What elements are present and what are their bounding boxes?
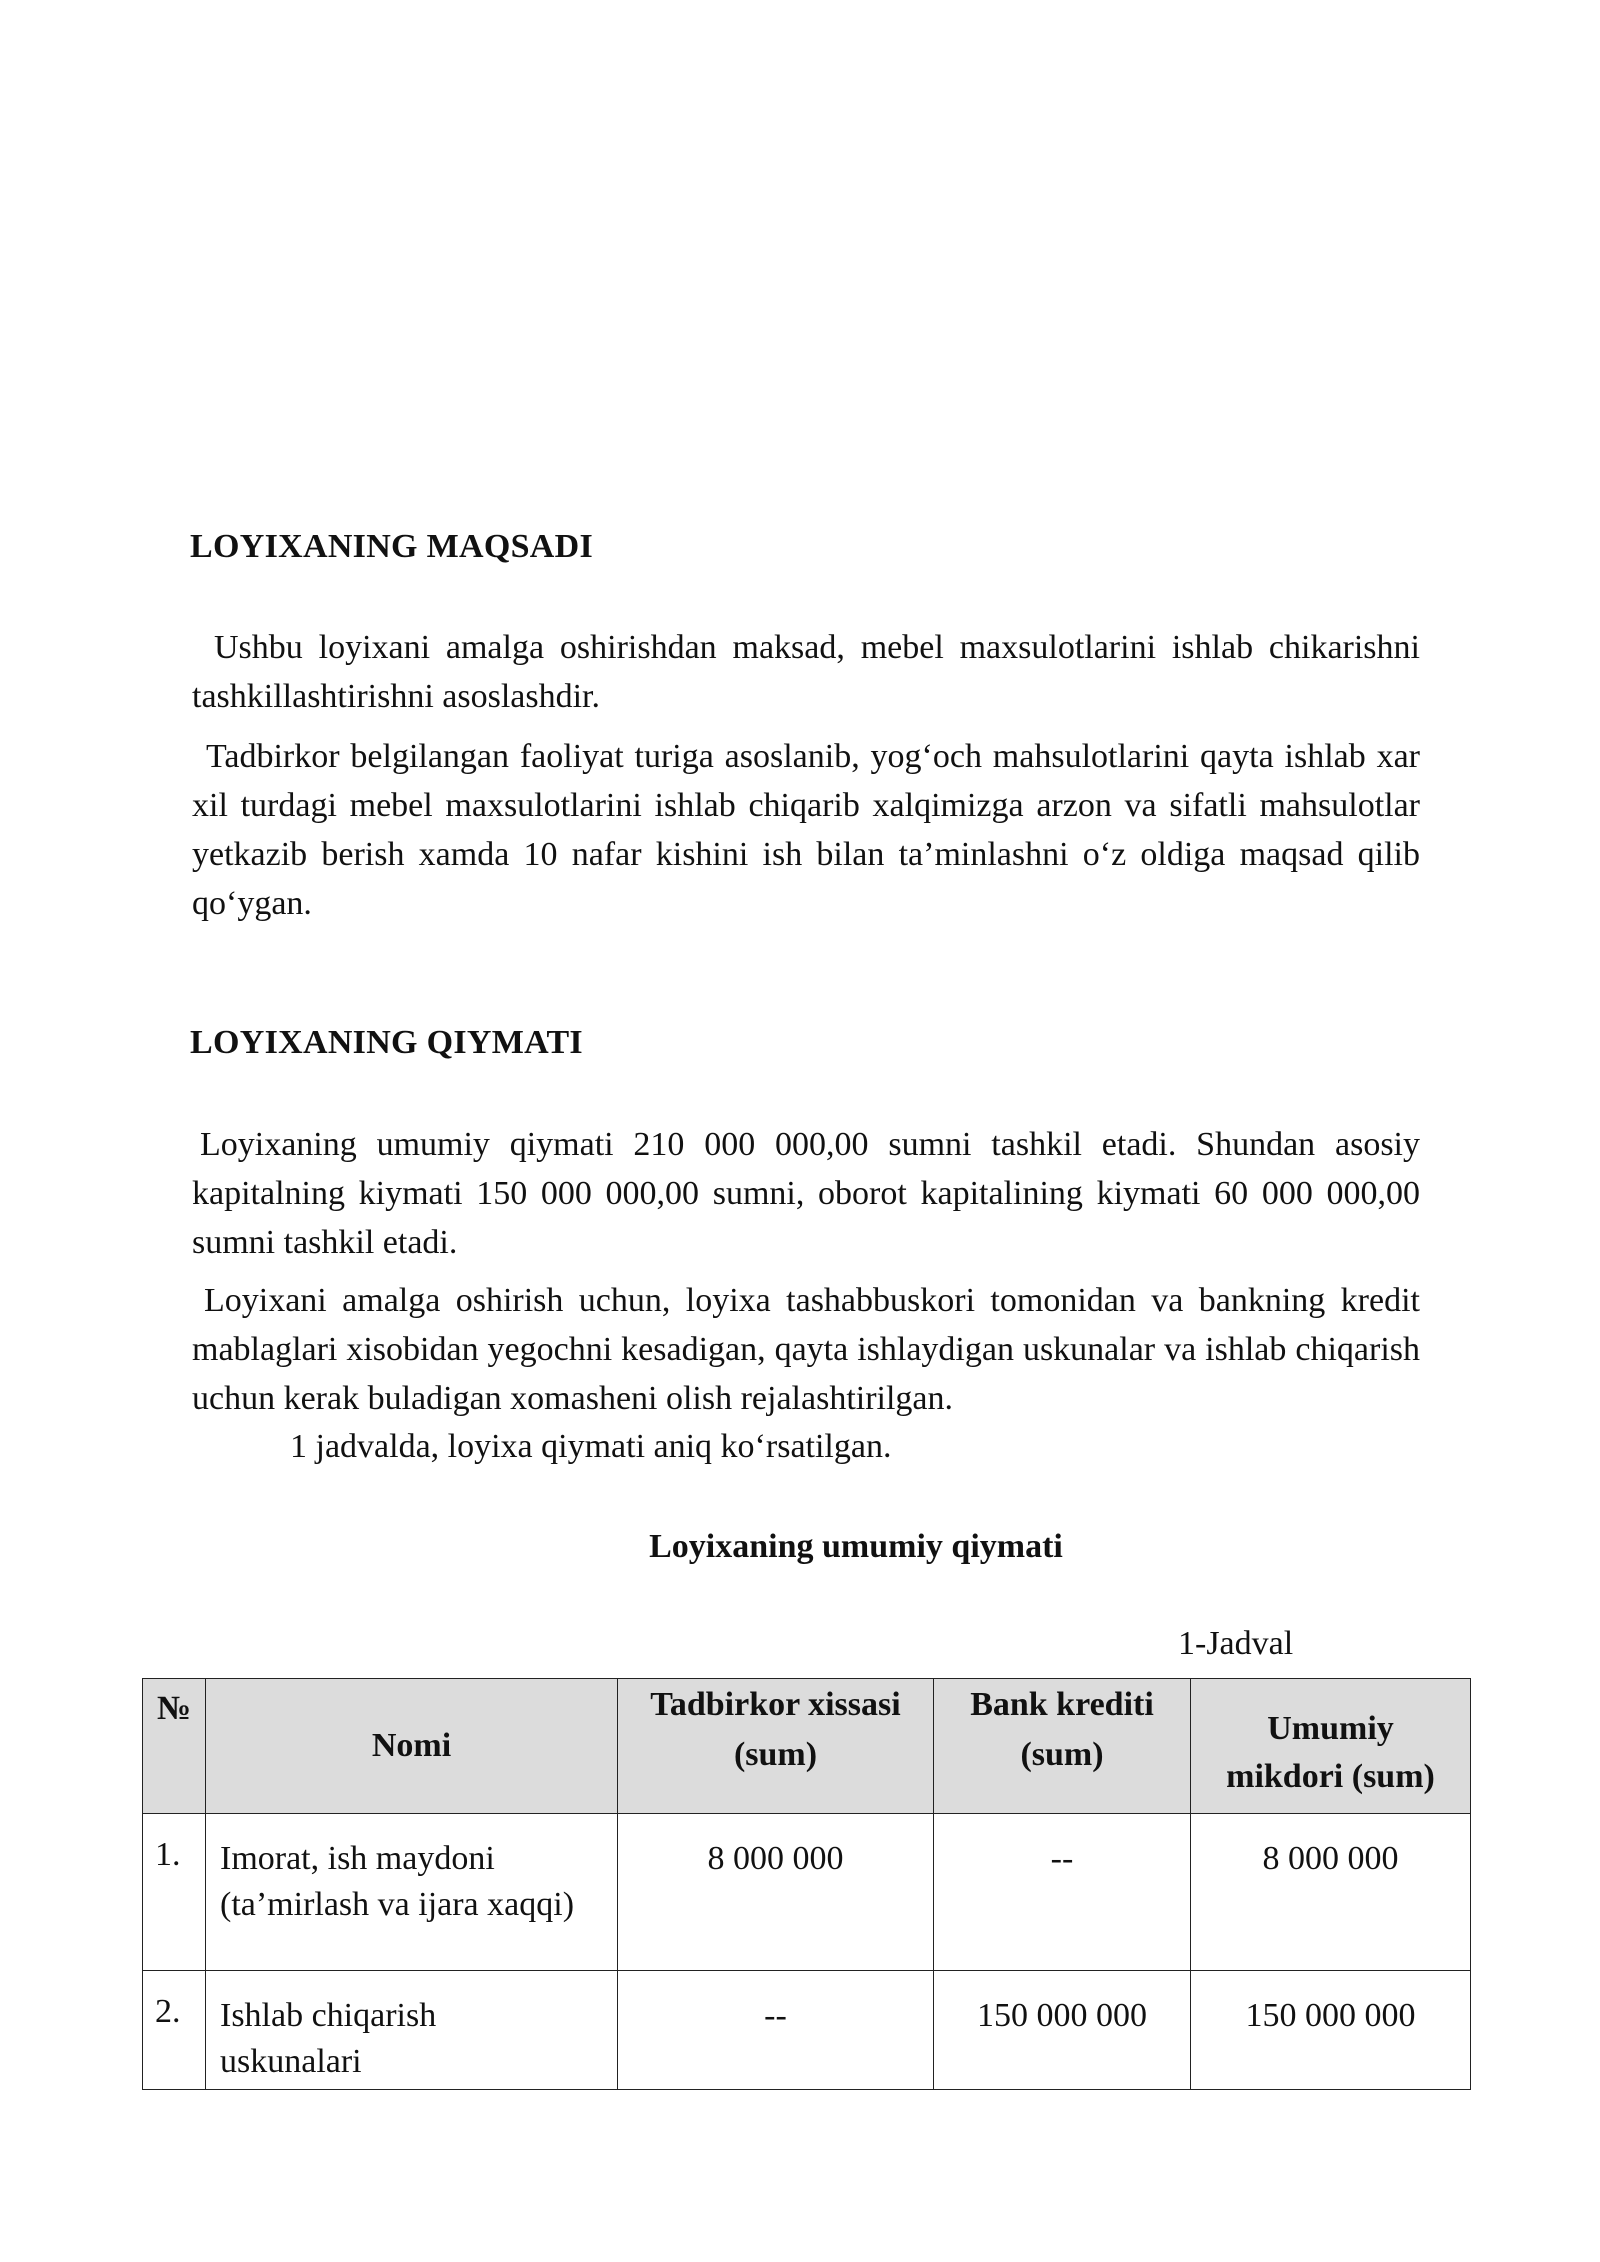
header-bank-line1: Bank krediti — [970, 1686, 1154, 1723]
table-title: Loyixaning umumiy qiymati — [649, 1528, 1063, 1565]
header-total-line1: Umumiy — [1267, 1710, 1394, 1747]
header-name — [206, 1679, 618, 1814]
header-total — [1191, 1679, 1471, 1814]
row-name-line1: Imorat, ish maydoni — [220, 1840, 495, 1877]
row-entrepreneur: -- — [618, 1971, 934, 2090]
cost-paragraph-3: 1 jadvalda, loyixa qiymati aniq ko‘rsatilgan. — [290, 1428, 892, 1465]
row-total: 150 000 000 — [1191, 1971, 1471, 2090]
row-name-line2: (ta’mirlash va ijara xaqqi) — [220, 1886, 575, 1923]
row-total: 8 000 000 — [1191, 1814, 1471, 1971]
header-entrepreneur-line1: Tadbirkor xissasi — [650, 1686, 901, 1723]
row-name — [206, 1814, 618, 1971]
row-entrepreneur: 8 000 000 — [618, 1814, 934, 1971]
row-num: 1. — [143, 1814, 206, 1971]
row-num: 2. — [143, 1971, 206, 2090]
cost-paragraph-1: Loyixaning umumiy qiymati 210 000 000,00 sumni tashkil etadi. Shundan asosiy kapitalning kiymati 150 000 000,00 sumni, oborot kapitalining kiymati 60 000 000,00 sumni tashkil etadi. — [192, 1126, 1420, 1261]
header-name-label: Nomi — [371, 1727, 452, 1764]
section-heading-goal: LOYIXANING MAQSADI — [190, 528, 594, 565]
cost-table — [142, 1678, 1471, 2090]
goal-paragraph-2: Tadbirkor belgilangan faoliyat turiga asoslanib, yog‘och mahsulotlarini qayta ishlab xar xil turdagi mebel maxsulotlarini ishlab chiqarib xalqimizga arzon va sifatli mahsulotlar yetkazib berish xamda 10 nafar kishini ish bilan ta’minlashni o‘z oldiga maqsad qilib qo‘ygan. — [192, 738, 1420, 922]
goal-paragraph-1: Ushbu loyixani amalga oshirishdan maksad, mebel maxsulotlarini ishlab chikarishni tashkillashtirishni asoslashdir. — [192, 629, 1420, 715]
row-bank: 150 000 000 — [934, 1971, 1191, 2090]
header-bank-line2: (sum) — [1020, 1736, 1104, 1773]
section-heading-cost: LOYIXANING QIYMATI — [190, 1024, 583, 1061]
table-label: 1-Jadval — [1178, 1625, 1294, 1662]
row-name — [206, 1971, 618, 2090]
header-bank — [934, 1679, 1191, 1814]
row-name-line2: uskunalari — [220, 2043, 362, 2080]
header-total-line2: mikdori (sum) — [1226, 1758, 1435, 1795]
table-row — [143, 1814, 1471, 1971]
table-row — [143, 1971, 1471, 2090]
row-name-line1: Ishlab chiqarish — [220, 1997, 437, 2034]
header-entrepreneur-line2: (sum) — [733, 1736, 818, 1773]
header-num: № — [143, 1679, 206, 1814]
header-entrepreneur — [618, 1679, 934, 1814]
table-header-row — [143, 1679, 1471, 1814]
row-bank: -- — [934, 1814, 1191, 1971]
cost-paragraph-2: Loyixani amalga oshirish uchun, loyixa tashabbuskori tomonidan va bankning kredit mablaglari xisobidan yegochni kesadigan, qayta ishlaydigan uskunalar va ishlab chiqarish uchun kerak buladigan xomasheni olish rejalashtirilgan. — [192, 1282, 1420, 1417]
